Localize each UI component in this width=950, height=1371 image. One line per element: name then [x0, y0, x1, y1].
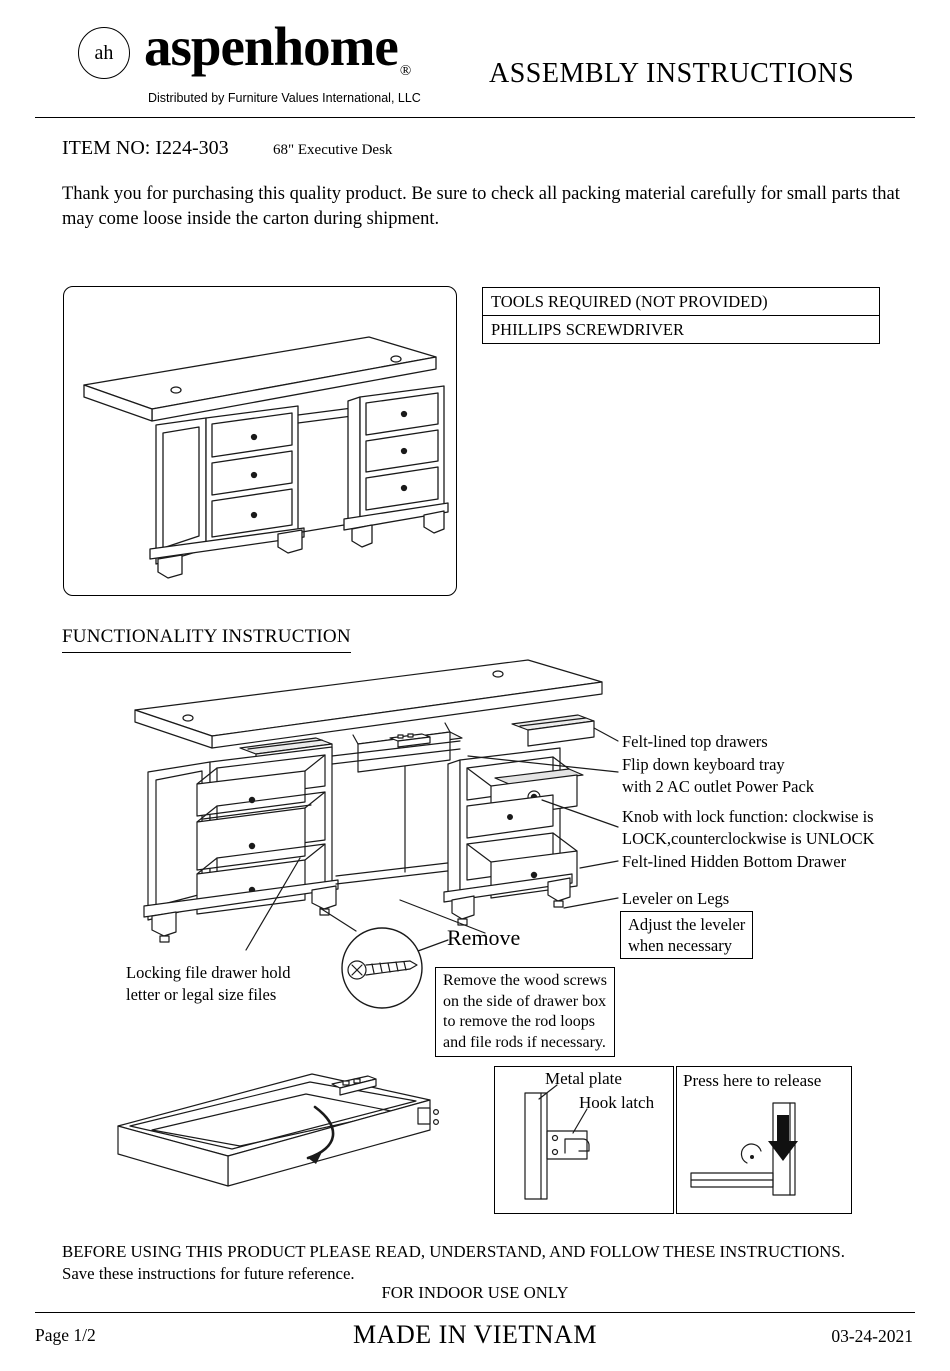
remove-note-line4: and file rods if necessary.	[443, 1033, 606, 1051]
item-number: ITEM NO: I224-303	[62, 137, 229, 159]
press-release-label: Press here to release	[683, 1071, 822, 1090]
locking-label-line1: Locking file drawer hold	[126, 963, 291, 982]
revision-date: 03-24-2021	[831, 1326, 913, 1346]
tools-required-box	[482, 287, 880, 344]
callout-hidden-drawer: Felt-lined Hidden Bottom Drawer	[622, 852, 847, 871]
logo-monogram-text: ah	[94, 41, 114, 64]
callout-knob-line1: Knob with lock function: clockwise is	[622, 807, 874, 826]
made-in-label: MADE IN VIETNAM	[353, 1320, 597, 1349]
page-number: Page 1/2	[35, 1325, 96, 1345]
remove-label: Remove	[447, 925, 521, 950]
aspenhome-monogram-logo	[78, 27, 130, 79]
brand-text: aspenhome	[144, 16, 398, 77]
footer-divider	[35, 1312, 915, 1313]
desk-overview-figure	[63, 286, 457, 596]
tools-required-title: TOOLS REQUIRED (NOT PROVIDED)	[483, 288, 879, 316]
footer-warning-line1: BEFORE USING THIS PRODUCT PLEASE READ, UNDERSTAND, AND FOLLOW THESE INSTRUCTIONS.	[62, 1242, 845, 1261]
registered-trademark-mark: ®	[399, 63, 411, 79]
header-divider	[35, 117, 915, 118]
adjust-note-line2: when necessary	[628, 936, 732, 955]
brand-name	[144, 16, 411, 90]
locking-file-drawer-label	[126, 962, 290, 1005]
locking-label-line2: letter or legal size files	[126, 984, 277, 1004]
metal-plate-label: Metal plate	[545, 1069, 622, 1088]
press-release-detail-box	[676, 1066, 852, 1214]
drawer-power-pack-illustration	[100, 1052, 470, 1222]
callout-keyboard-line1: Flip down keyboard tray	[622, 755, 785, 774]
callout-knob-line2: LOCK,counterclockwise is UNLOCK	[622, 828, 875, 848]
callout-keyboard-line2: with 2 AC outlet Power Pack	[622, 776, 815, 796]
metal-plate-detail-box	[494, 1066, 674, 1214]
distributor-line: Distributed by Furniture Values International, LLC	[148, 91, 421, 105]
callout-keyboard-tray	[622, 754, 814, 797]
callout-felt-top-drawers: Felt-lined top drawers	[622, 732, 768, 751]
adjust-leveler-note-box	[620, 911, 753, 959]
intro-paragraph: Thank you for purchasing this quality product. Be sure to check all packing material carefully for small parts that may come loose inside the carton during shipment.	[62, 184, 900, 229]
product-name: 68" Executive Desk	[273, 142, 393, 158]
desk-overview-illustration	[64, 287, 456, 595]
functionality-heading: FUNCTIONALITY INSTRUCTION	[62, 626, 351, 653]
footer-warning-line2: Save these instructions for future reference.	[62, 1264, 355, 1283]
hook-latch-label: Hook latch	[579, 1093, 655, 1112]
indoor-use-only: FOR INDOOR USE ONLY	[381, 1283, 569, 1302]
document-title: ASSEMBLY INSTRUCTIONS	[489, 58, 855, 89]
remove-note-line3: to remove the rod loops	[443, 1013, 595, 1030]
callout-leveler: Leveler on Legs	[622, 889, 730, 908]
remove-screws-note-box	[435, 967, 615, 1057]
callout-lock-knob	[622, 806, 875, 849]
remove-note-line2: on the side of drawer box	[443, 992, 607, 1010]
remove-note-line1: Remove the wood screws	[443, 972, 607, 989]
adjust-note-line1: Adjust the leveler	[628, 915, 746, 934]
tools-required-item: PHILLIPS SCREWDRIVER	[491, 320, 684, 339]
